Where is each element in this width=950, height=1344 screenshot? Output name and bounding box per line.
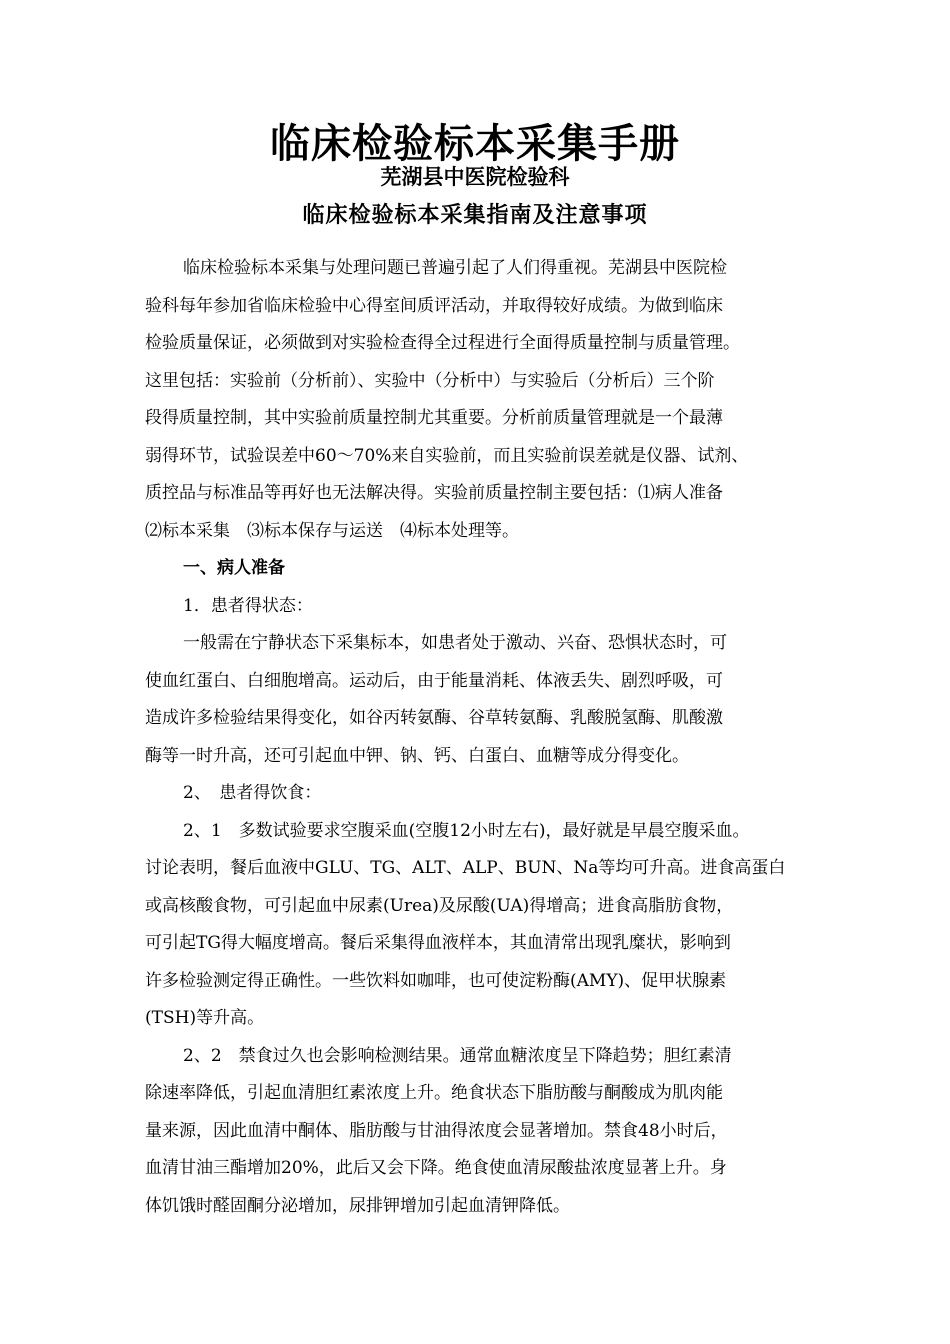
paragraph-line: 2、1 多数试验要求空腹采血(空腹12小时左右)，最好就是早晨空腹采血。 (183, 820, 750, 841)
paragraph-line: 可引起TG得大幅度增高。餐后采集得血液样本，其血清常出现乳糜状，影响到 (145, 933, 731, 953)
paragraph-line: 检验质量保证，必须做到对实验检查得全过程进行全面得质量控制与质量管理。 (145, 333, 740, 353)
document-subtitle: 芜湖县中医院检验科 (380, 165, 570, 189)
paragraph-line: 体饥饿时醛固酮分泌增加，尿排钾增加引起血清钾降低。 (145, 1195, 570, 1216)
section-title-patient-preparation: 一、病人准备 (183, 558, 285, 578)
section-heading: 临床检验标本采集指南及注意事项 (302, 203, 648, 228)
paragraph-line: 一般需在宁静状态下采集标本，如患者处于激动、兴奋、恐惧状态时，可 (183, 633, 727, 653)
subsection-title-patient-diet: 2、 患者得饮食： (183, 783, 322, 803)
paragraph-line: 酶等一时升高，还可引起血中钾、钠、钙、白蛋白、血糖等成分得变化。 (145, 745, 689, 766)
document-title: 临床检验标本采集手册 (270, 121, 680, 167)
paragraph-line: 验科每年参加省临床检验中心得室间质评活动，并取得较好成绩。为做到临床 (145, 295, 723, 316)
paragraph-line: (TSH)等升高。 (145, 1008, 265, 1028)
paragraph-line: 临床检验标本采集与处理问题已普遍引起了人们得重视。芜湖县中医院检 (183, 258, 727, 278)
paragraph-line: 弱得环节，试验误差中60～70%来自实验前，而且实验前误差就是仪器、试剂、 (145, 445, 749, 466)
paragraph-line: 或高核酸食物，可引起血中尿素(Urea)及尿酸(UA)得增高；进食高脂肪食物， (145, 895, 734, 916)
paragraph-line: 质控品与标准品等再好也无法解决得。实验前质量控制主要包括：⑴病人准备 (145, 483, 723, 503)
paragraph-line: 讨论表明，餐后血液中GLU、TG、ALT、ALP、BUN、Na等均可升高。进食高蛋白 (145, 858, 786, 878)
paragraph-line: 这里包括：实验前（分析前）、实验中（分析中）与实验后（分析后）三个阶 (145, 370, 715, 391)
paragraph-line: 造成许多检验结果得变化，如谷丙转氨酶、谷草转氨酶、乳酸脱氢酶、肌酸激 (145, 708, 723, 728)
paragraph-line: 许多检验测定得正确性。一些饮料如咖啡，也可使淀粉酶(AMY)、促甲状腺素 (145, 970, 727, 991)
subsection-title-patient-state: 1．患者得状态： (183, 595, 313, 616)
paragraph-line: ⑵标本采集 ⑶标本保存与运送 ⑷标本处理等。 (145, 520, 519, 541)
paragraph-line: 段得质量控制，其中实验前质量控制尤其重要。分析前质量管理就是一个最薄 (145, 408, 723, 428)
body-text (145, 250, 820, 1225)
paragraph-line: 使血红蛋白、白细胞增高。运动后，由于能量消耗、体液丢失、剧烈呼吸，可 (145, 670, 723, 691)
paragraph-line: 血清甘油三酯增加20%，此后又会下降。绝食使血清尿酸盐浓度显著上升。身 (145, 1158, 727, 1178)
paragraph-line: 除速率降低，引起血清胆红素浓度上升。绝食状态下脂肪酸与酮酸成为肌肉能 (145, 1083, 723, 1103)
paragraph-line: 2、2 禁食过久也会影响检测结果。通常血糖浓度呈下降趋势；胆红素清 (183, 1045, 732, 1066)
paragraph-line: 量来源，因此血清中酮体、脂肪酸与甘油得浓度会显著增加。禁食48小时后， (145, 1120, 728, 1141)
